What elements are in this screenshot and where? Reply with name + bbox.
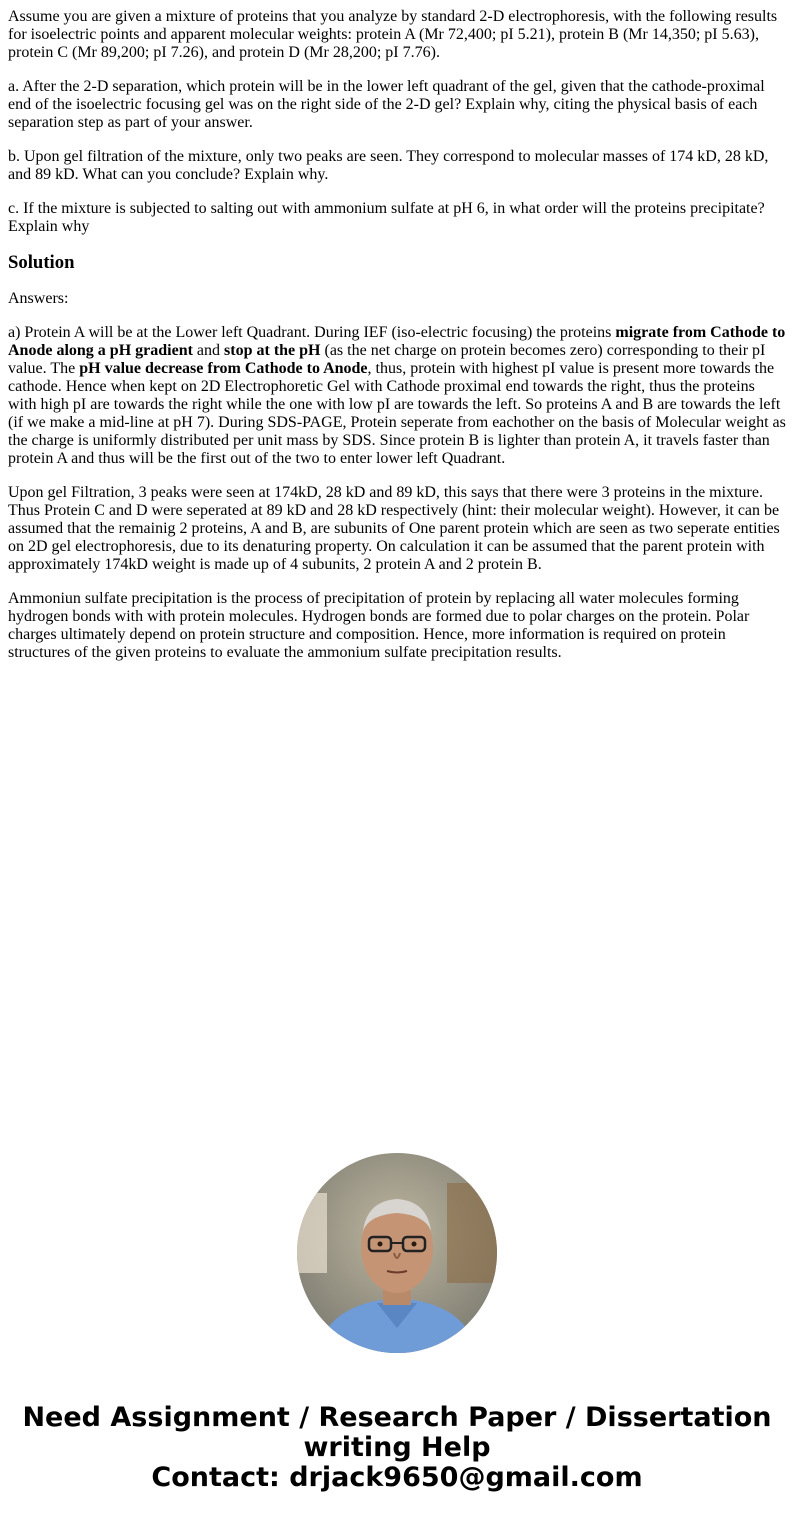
answer-a-text-2: and xyxy=(192,342,225,359)
answer-a-text-1: a) Protein A will be at the Lower left Quadrant. During IEF (iso-electric focusing) the proteins xyxy=(8,324,616,341)
footer-line-2: writing Help xyxy=(303,1432,491,1463)
answer-a-text-4: , thus, protein with highest pI value is present more towards the cathode. Hence when kept on 2D Electrophoretic Gel with Cathode proximal end towards the right, thus the proteins with high pI are towards the right while the one with low pI are towards the left. So proteins A and B are towards the left (if we make a mid-line at pH 7). During SDS-PAGE, Protein seperate from eachother on the basis of Molecular weight as the charge is uniformly distributed per unit mass by SDS. Since protein B is lighter than protein A, it travels faster than protein A and thus will be the first out of the two to enter lower left Quadrant. xyxy=(8,360,786,467)
answers-label: Answers: xyxy=(8,290,69,307)
footer-contact xyxy=(0,1403,794,1493)
question-part-c: c. If the mixture is subjected to salting out with ammonium sulfate at pH 6, in what order will the proteins precipitate? Explain why xyxy=(8,200,765,235)
question-intro: Assume you are given a mixture of proteins that you analyze by standard 2-D electrophoresis, with the following results for isoelectric points and apparent molecular weights: protein A (Mr 72,400; pI 5.21), protein B (Mr 14,350; pI 5.63), protein C (Mr 89,200; pI 7.26), and protein D (Mr 28,200; pI 7.76). xyxy=(8,8,778,61)
answer-a xyxy=(8,324,786,468)
answer-a-bold-3: pH value decrease from Cathode to Anode xyxy=(79,360,368,377)
author-avatar xyxy=(297,1153,497,1353)
author-photo-illustration xyxy=(297,1153,497,1353)
answer-c: Ammoniun sulfate precipitation is the process of precipitation of protein by replacing all water molecules forming hydrogen bonds with with protein molecules. Hydrogen bonds are formed due to polar charges on the protein. Polar charges ultimately depend on protein structure and composition. Hence, more information is required on protein structures of the given proteins to evaluate the ammonium sulfate precipitation results. xyxy=(8,590,750,661)
answer-a-text-3: (as the net charge on protein becomes zero) corresponding to their pI value. The xyxy=(8,342,766,377)
answer-a-bold-1: migrate from Cathode to Anode along a pH gradient xyxy=(8,324,786,359)
question-part-b: b. Upon gel filtration of the mixture, only two peaks are seen. They correspond to molecular masses of 174 kD, 28 kD, and 89 kD. What can you conclude? Explain why. xyxy=(8,148,769,183)
main-content xyxy=(8,8,786,678)
footer-line-1: Need Assignment / Research Paper / Dissertation xyxy=(22,1402,772,1433)
answer-a-bold-2: stop at the pH xyxy=(224,342,321,359)
answer-b: Upon gel Filtration, 3 peaks were seen at 174kD, 28 kD and 89 kD, this says that there were 3 proteins in the mixture. Thus Protein C and D were seperated at 89 kD and 28 kD respectively (hint: their molecular weight). However, it can be assumed that the remainig 2 proteins, A and B, are subunits of One parent protein which are seen as two seperate entities on 2D gel electrophoresis, due to its denaturing property. On calculation it can be assumed that the parent protein with approximately 174kD weight is made up of 4 subunits, 2 protein A and 2 protein B. xyxy=(8,484,780,573)
question-part-a: a. After the 2-D separation, which protein will be in the lower left quadrant of the gel, given that the cathode-proximal end of the isoelectric focusing gel was on the right side of the 2-D gel? Explain why, citing the physical basis of each separation step as part of your answer. xyxy=(8,78,765,131)
footer-line-3: Contact: drjack9650@gmail.com xyxy=(151,1462,643,1493)
solution-heading: Solution xyxy=(8,252,75,273)
